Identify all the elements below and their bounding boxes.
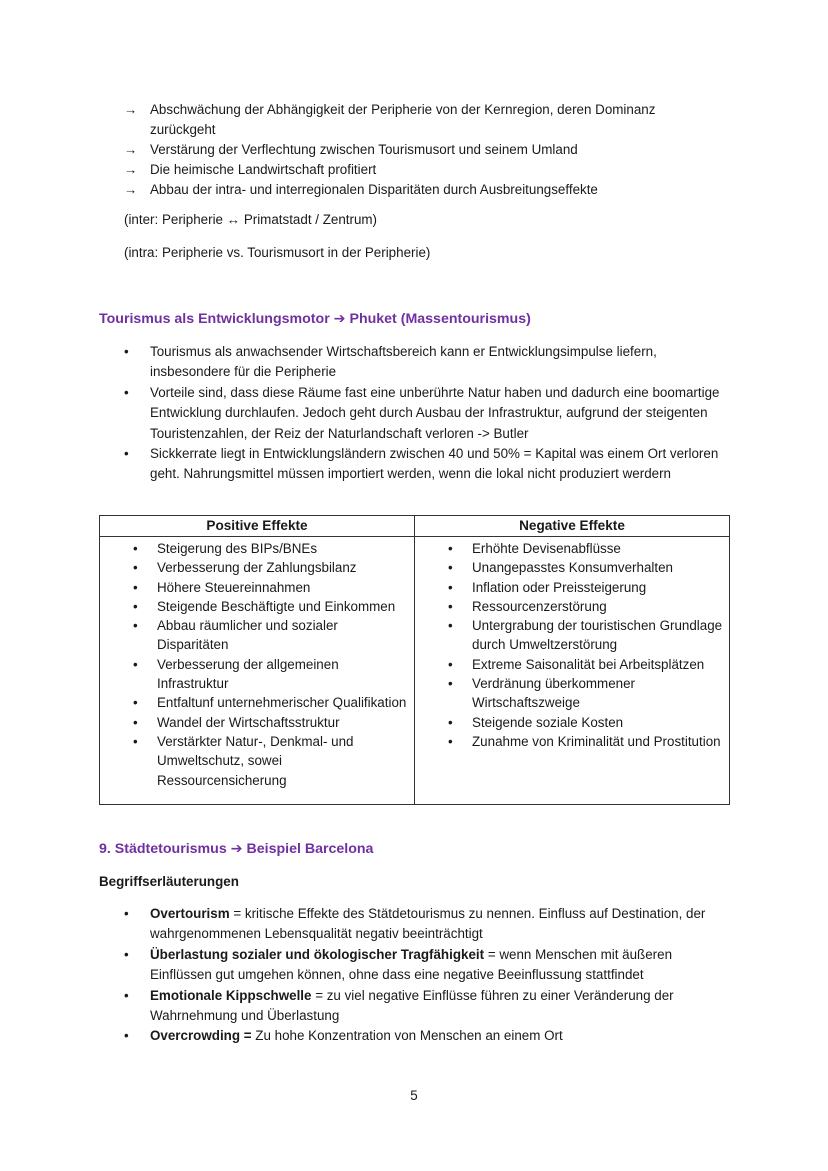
- bullet-icon: •: [124, 384, 129, 400]
- bullet-icon: •: [133, 714, 138, 730]
- bullet-icon: •: [124, 446, 129, 462]
- list-item: • Verdränung überkommener Wirtschaftszweige: [448, 676, 636, 711]
- bullet-icon: •: [124, 344, 129, 359]
- positive-effects-list: [100, 539, 410, 790]
- term: Overcrowding =: [150, 1028, 252, 1044]
- list-item: • Steigende soziale Kosten: [415, 713, 725, 732]
- list-item: • Wandel der Wirtschaftsstruktur: [100, 713, 410, 732]
- bullet-icon: •: [133, 598, 138, 614]
- bullet-icon: •: [133, 560, 138, 576]
- bullet-icon: •: [124, 906, 129, 921]
- negative-effects-cell: [415, 537, 730, 805]
- list-item: • Ressourcenzerstörung: [415, 597, 725, 616]
- list-item: [124, 986, 734, 1027]
- bullet-icon: •: [448, 714, 453, 730]
- list-item: → Abbau der intra- und interregionalen Disparitäten durch Ausbreitungseffekte: [124, 180, 724, 200]
- bullet-icon: •: [133, 695, 138, 711]
- list-item: • Tourismus als anwachsender Wirtschaftsbereich kann er Entwicklungsimpulse liefern, insbesondere für die Peripherie: [124, 344, 657, 380]
- list-item: • Entfaltunf unternehmerischer Qualifikation: [100, 693, 410, 712]
- list-item: → Abschwächung der Abhängigkeit der Peripherie von der Kernregion, deren Dominanz zurückgeht: [124, 102, 656, 137]
- list-item: • Erhöhte Devisenabflüsse: [415, 539, 725, 558]
- bullet-icon: •: [124, 1028, 129, 1044]
- bullet-icon: •: [133, 579, 138, 595]
- list-item: • Steigende Beschäftigte und Einkommen: [100, 597, 410, 616]
- bullet-icon: •: [124, 987, 129, 1003]
- list-item: [124, 945, 734, 986]
- bullet-icon: •: [448, 618, 453, 634]
- list-item: • Höhere Steuereinnahmen: [100, 578, 410, 597]
- list-item: • Abbau räumlicher und sozialer Disparitäten: [133, 618, 338, 653]
- list-item: → Verstärung der Verflechtung zwischen Tourismusort und seinem Umland: [124, 140, 724, 160]
- negative-effects-list: [415, 539, 725, 751]
- arrow-icon: →: [124, 142, 138, 157]
- positive-effects-header: Positive Effekte: [100, 516, 415, 537]
- arrow-icon: →: [124, 182, 138, 197]
- bullet-icon: •: [133, 733, 138, 749]
- list-item: • Unangepasstes Konsumverhalten: [415, 558, 725, 577]
- bullet-icon: •: [448, 676, 453, 692]
- definition: Zu hohe Konzentration von Menschen an einem Ort: [251, 1028, 563, 1044]
- bullet-icon: •: [133, 541, 138, 556]
- bullet-icon: •: [133, 656, 138, 672]
- bullet-icon: •: [448, 598, 453, 614]
- bullet-icon: •: [448, 579, 453, 595]
- list-item: • Steigerung des BIPs/BNEs: [100, 539, 410, 558]
- definition: = kritische Effekte des Stätdetourismus zu nennen. Einfluss auf Destination, der wahrgenommenen Lebensqualität negativ beeinträchtigt: [150, 906, 706, 942]
- list-item: • Extreme Saisonalität bei Arbeitsplätzen: [415, 655, 725, 674]
- bullet-icon: •: [448, 656, 453, 672]
- list-item: [124, 904, 734, 945]
- bullet-icon: •: [448, 733, 453, 749]
- term: Overtourism: [150, 906, 230, 921]
- term: Emotionale Kippschwelle: [150, 987, 312, 1003]
- table-row: [100, 537, 730, 805]
- note-inter: (inter: Peripherie ↔ Primatstadt / Zentrum): [124, 212, 378, 227]
- positive-effects-cell: [100, 537, 415, 805]
- intro-arrow-list: [124, 100, 724, 200]
- list-item: → Die heimische Landwirtschaft profitiert: [124, 160, 724, 180]
- definition: = wenn Menschen mit äußeren Einflüssen gut umgehen können, ohne dass eine negative Beeinflussung stattfindet: [150, 946, 673, 983]
- effects-table: [99, 515, 730, 805]
- list-item: • Untergrabung der touristischen Grundlage durch Umweltzerstörung: [448, 618, 723, 653]
- note-intra: (intra: Peripherie vs. Tourismusort in der Peripherie): [124, 245, 431, 260]
- definitions-bullet-list: [124, 904, 734, 1047]
- definition: = zu viel negative Einflüsse führen zu einer Veränderung der Wahrnehmung und Überlastung: [150, 987, 674, 1024]
- list-item: • Zunahme von Kriminalität und Prostitution: [415, 732, 725, 751]
- table-header-row: [100, 516, 730, 537]
- negative-effects-header: Negative Effekte: [415, 516, 730, 537]
- term: Überlastung sozialer und ökologischer Tragfähigkeit: [150, 946, 485, 962]
- page-number: 5: [410, 1088, 418, 1103]
- list-item: • Vorteile sind, dass diese Räume fast eine unberührte Natur haben und dadurch eine boomartige Entwicklung durchlaufen. Jedoch geht durch Ausbau der Infrastruktur, aufgrund der steigenten Touristenzahlen, der Reiz der Naturlandschaft verloren -> Butler: [124, 384, 720, 441]
- list-item: • Sickkerrate liegt in Entwicklungsländern zwischen 40 und 50% = Kapital was einem Ort verloren geht. Nahrungsmittel müssen importiert werden, wenn die lokal nicht produziert werdern: [124, 446, 719, 482]
- list-item: • Verbesserung der allgemeinen Infrastruktur: [133, 656, 339, 692]
- bullet-icon: •: [448, 560, 453, 576]
- subheading-definitions: Begriffserläuterungen: [99, 874, 239, 889]
- bullet-icon: •: [448, 541, 453, 556]
- section-heading-city-tourism: 9. Städtetourismus ➔ Beispiel Barcelona: [99, 841, 374, 857]
- list-item: [124, 1026, 734, 1046]
- list-item: • Verbesserung der Zahlungsbilanz: [100, 558, 410, 577]
- bullet-icon: •: [124, 946, 129, 962]
- arrow-icon: →: [124, 162, 138, 177]
- section-heading-tourism: Tourismus als Entwicklungsmotor ➔ Phuket (Massentourismus): [99, 311, 531, 327]
- bullet-icon: •: [133, 618, 138, 634]
- list-item: • Inflation oder Preissteigerung: [415, 578, 725, 597]
- list-item: • Verstärkter Natur-, Denkmal- und Umweltschutz, sowei Ressourcensicherung: [133, 733, 354, 788]
- arrow-icon: →: [124, 102, 138, 117]
- tourism-bullet-list: [124, 342, 734, 485]
